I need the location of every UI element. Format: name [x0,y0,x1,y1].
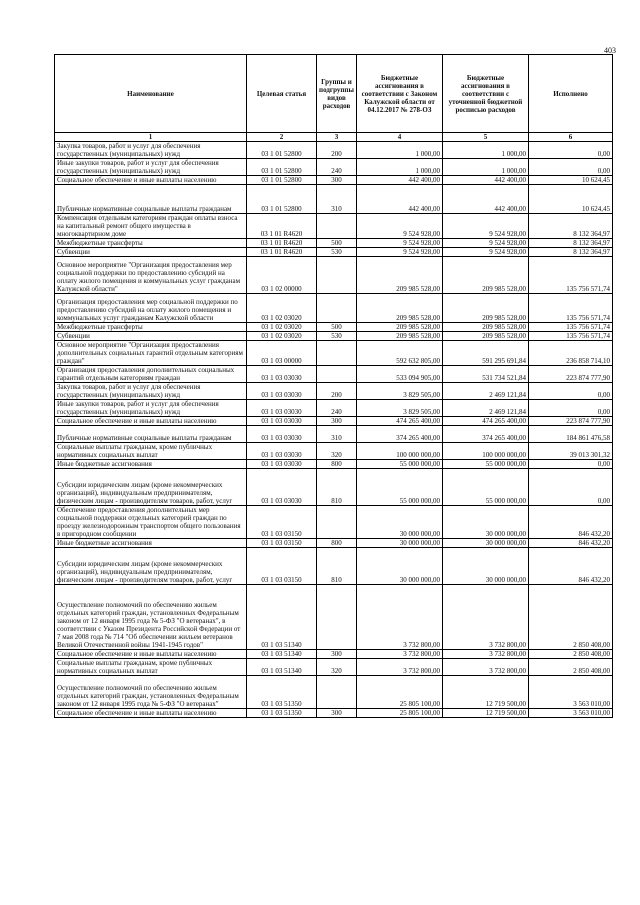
table-row [55,469,613,506]
row-expense-type: 240 [317,159,357,176]
row-name: Компенсация отдельным категориям граждан оплаты взноса на капитальный ремонт общего имущества в многоквартирном доме [55,214,247,239]
row-executed-amount: 135 756 571,74 [529,257,613,294]
row-target-code: 03 1 03 00000 [247,341,317,366]
row-expense-type [317,214,357,239]
table-row [55,709,613,718]
row-executed-amount: 0,00 [529,159,613,176]
table-row [55,650,613,659]
row-name: Публичные нормативные социальные выплаты гражданам [55,426,247,443]
row-executed-amount: 0,00 [529,460,613,469]
row-target-code: 03 1 03 03030 [247,383,317,400]
row-law-amount: 55 000 000,00 [357,469,443,506]
row-expense-type: 310 [317,185,357,214]
row-executed-amount: 236 858 714,10 [529,341,613,366]
row-plan-amount: 9 524 928,00 [443,248,529,257]
row-executed-amount: 10 624,45 [529,185,613,214]
row-executed-amount: 0,00 [529,142,613,159]
row-plan-amount: 9 524 928,00 [443,214,529,239]
row-expense-type [317,506,357,539]
row-name: Социальные выплаты гражданам, кроме публичных нормативных социальных выплат [55,659,247,676]
row-law-amount: 9 524 928,00 [357,214,443,239]
row-law-amount: 100 000 000,00 [357,443,443,460]
table-row [55,257,613,294]
row-executed-amount: 8 132 364,97 [529,239,613,248]
row-name: Организация предоставления дополнительных социальных гарантий отдельным категориям граждан [55,366,247,383]
table-row [55,383,613,400]
row-name: Субвенции [55,248,247,257]
row-plan-amount: 30 000 000,00 [443,548,529,585]
table-row [55,585,613,650]
row-expense-type: 200 [317,383,357,400]
row-executed-amount: 3 563 010,00 [529,676,613,709]
row-executed-amount: 135 756 571,74 [529,294,613,323]
table-row [55,506,613,539]
row-target-code: 03 1 03 51350 [247,676,317,709]
row-name: Социальные выплаты гражданам, кроме публичных нормативных социальных выплат [55,443,247,460]
row-expense-type [317,676,357,709]
table-row [55,341,613,366]
row-expense-type: 810 [317,469,357,506]
row-plan-amount: 209 985 528,00 [443,323,529,332]
row-law-amount: 9 524 928,00 [357,239,443,248]
table-row [55,159,613,176]
col-header-law: Бюджетные ассигнования в соответствии с Законом Калужской области от 04.12.2017 № 278-ОЗ [357,55,443,133]
row-plan-amount: 1 000,00 [443,159,529,176]
row-target-code: 03 1 03 03030 [247,460,317,469]
col-header-type: Группы и подгруппы видов расходов [317,55,357,133]
table-row [55,676,613,709]
table-row [55,417,613,426]
row-name: Социальное обеспечение и иные выплаты населению [55,650,247,659]
row-plan-amount: 55 000 000,00 [443,460,529,469]
table-row [55,539,613,548]
row-name: Иные закупки товаров, работ и услуг для обеспечения государственных (муниципальных) нужд [55,400,247,417]
row-target-code: 03 1 03 03030 [247,426,317,443]
row-executed-amount: 10 624,45 [529,176,613,185]
row-target-code: 03 1 01 52800 [247,176,317,185]
row-executed-amount: 0,00 [529,383,613,400]
row-law-amount: 533 094 905,00 [357,366,443,383]
row-executed-amount: 223 874 777,90 [529,366,613,383]
row-name: Обеспечение предоставления дополнительных мер социальной поддержки отдельных категорий граждан по проезду железнодорожным транспортом общего пользования в пригородном сообщении [55,506,247,539]
row-target-code: 03 1 01 R4620 [247,248,317,257]
row-plan-amount: 209 985 528,00 [443,294,529,323]
table-row [55,214,613,239]
row-expense-type: 300 [317,176,357,185]
row-name: Организация предоставления мер социальной поддержки по предоставлению субсидий на оплату жилого помещения и коммунальных услуг гражданам Калужской области [55,294,247,323]
row-name: Социальное обеспечение и иные выплаты населению [55,176,247,185]
row-name: Основное мероприятие "Организация предоставления мер социальной поддержки по предоставлению субсидий на оплату жилого помещения и коммунальных услуг гражданам Калужской области" [55,257,247,294]
table-row [55,548,613,585]
row-expense-type [317,257,357,294]
row-plan-amount: 12 719 500,00 [443,709,529,718]
row-executed-amount: 223 874 777,90 [529,417,613,426]
table-row [55,142,613,159]
row-target-code: 03 1 02 03020 [247,323,317,332]
row-name: Социальное обеспечение и иные выплаты населению [55,417,247,426]
row-target-code: 03 1 03 03150 [247,539,317,548]
row-law-amount: 9 524 928,00 [357,248,443,257]
column-number: 5 [443,133,529,142]
row-target-code: 03 1 03 03150 [247,506,317,539]
row-plan-amount: 3 732 800,00 [443,650,529,659]
row-name: Межбюджетные трансферты [55,239,247,248]
col-header-done: Исполнено [529,55,613,133]
column-number: 2 [247,133,317,142]
row-name: Иные закупки товаров, работ и услуг для обеспечения государственных (муниципальных) нужд [55,159,247,176]
row-plan-amount: 9 524 928,00 [443,239,529,248]
table-body [55,142,613,718]
row-law-amount: 3 829 505,00 [357,383,443,400]
row-expense-type: 500 [317,323,357,332]
row-executed-amount: 846 432,20 [529,548,613,585]
table-row [55,443,613,460]
row-executed-amount: 846 432,20 [529,539,613,548]
row-expense-type: 200 [317,142,357,159]
row-target-code: 03 1 03 51340 [247,650,317,659]
col-header-plan: Бюджетные ассигнования в соответствии с уточненной бюджетной росписью расходов [443,55,529,133]
row-law-amount: 1 000,00 [357,159,443,176]
row-target-code: 03 1 02 03020 [247,294,317,323]
row-target-code: 03 1 01 52800 [247,142,317,159]
column-number: 6 [529,133,613,142]
row-plan-amount: 442 400,00 [443,185,529,214]
row-target-code: 03 1 03 51340 [247,585,317,650]
table-row [55,248,613,257]
row-target-code: 03 1 03 03030 [247,443,317,460]
row-plan-amount: 55 000 000,00 [443,469,529,506]
row-executed-amount: 0,00 [529,469,613,506]
budget-table [54,54,613,718]
row-law-amount: 209 985 528,00 [357,294,443,323]
row-law-amount: 374 265 400,00 [357,426,443,443]
table-row [55,366,613,383]
column-number: 4 [357,133,443,142]
row-executed-amount: 184 861 476,58 [529,426,613,443]
row-law-amount: 592 632 805,00 [357,341,443,366]
row-expense-type: 800 [317,460,357,469]
row-law-amount: 209 985 528,00 [357,257,443,294]
table-row [55,239,613,248]
row-expense-type: 240 [317,400,357,417]
row-target-code: 03 1 01 R4620 [247,239,317,248]
row-law-amount: 3 732 800,00 [357,659,443,676]
table-row [55,659,613,676]
table-row [55,460,613,469]
row-plan-amount: 474 265 400,00 [443,417,529,426]
column-number: 1 [55,133,247,142]
row-law-amount: 3 732 800,00 [357,650,443,659]
row-plan-amount: 209 985 528,00 [443,332,529,341]
row-name: Субвенции [55,332,247,341]
table-row [55,426,613,443]
row-target-code: 03 1 03 03030 [247,469,317,506]
row-expense-type [317,366,357,383]
row-expense-type [317,341,357,366]
row-name: Осуществление полномочий по обеспечению жильем отдельных категорий граждан, установленных Федеральным законом от 12 января 1995 года № 5-ФЗ "О ветеранах", в соответствии с Указом Президента Российской Федерации от 7 мая 2008 года № 714 "Об обеспечении жильем ветеранов Великой Отечественной войны 1941-1945 годов" [55,585,247,650]
row-plan-amount: 3 732 800,00 [443,659,529,676]
row-executed-amount: 3 563 010,00 [529,709,613,718]
row-target-code: 03 1 01 R4620 [247,214,317,239]
row-plan-amount: 2 469 121,84 [443,400,529,417]
row-executed-amount: 8 132 364,97 [529,248,613,257]
row-expense-type: 530 [317,332,357,341]
row-expense-type: 810 [317,548,357,585]
row-plan-amount: 209 985 528,00 [443,257,529,294]
header-row [55,55,613,133]
row-law-amount: 30 000 000,00 [357,506,443,539]
column-number: 3 [317,133,357,142]
row-law-amount: 474 265 400,00 [357,417,443,426]
row-executed-amount: 39 013 301,32 [529,443,613,460]
row-expense-type: 800 [317,539,357,548]
row-law-amount: 3 732 800,00 [357,585,443,650]
row-expense-type: 500 [317,239,357,248]
row-law-amount: 30 000 000,00 [357,548,443,585]
row-plan-amount: 374 265 400,00 [443,426,529,443]
row-law-amount: 55 000 000,00 [357,460,443,469]
row-target-code: 03 1 03 03150 [247,548,317,585]
row-law-amount: 442 400,00 [357,185,443,214]
row-target-code: 03 1 01 52800 [247,185,317,214]
row-target-code: 03 1 03 51340 [247,659,317,676]
row-expense-type: 300 [317,650,357,659]
row-target-code: 03 1 03 03030 [247,400,317,417]
table-row [55,323,613,332]
row-law-amount: 209 985 528,00 [357,332,443,341]
row-expense-type: 530 [317,248,357,257]
col-header-code: Целевая статья [247,55,317,133]
row-name: Закупка товаров, работ и услуг для обеспечения государственных (муниципальных) нужд [55,142,247,159]
row-executed-amount: 846 432,20 [529,506,613,539]
row-expense-type: 300 [317,417,357,426]
row-plan-amount: 12 719 500,00 [443,676,529,709]
row-plan-amount: 591 295 691,84 [443,341,529,366]
row-expense-type: 310 [317,426,357,443]
row-law-amount: 209 985 528,00 [357,323,443,332]
row-expense-type: 320 [317,659,357,676]
row-plan-amount: 100 000 000,00 [443,443,529,460]
row-executed-amount: 2 850 408,00 [529,585,613,650]
row-name: Основное мероприятие "Организация предоставления дополнительных социальных гарантий отдельным категориям граждан" [55,341,247,366]
row-target-code: 03 1 03 51350 [247,709,317,718]
table-row [55,400,613,417]
row-law-amount: 25 805 100,00 [357,709,443,718]
row-target-code: 03 1 01 52800 [247,159,317,176]
row-target-code: 03 1 02 03020 [247,332,317,341]
row-executed-amount: 0,00 [529,400,613,417]
row-name: Субсидии юридическим лицам (кроме некоммерческих организаций), индивидуальным предпринимателям, физическим лицам - производителям товаров, работ, услуг [55,548,247,585]
row-plan-amount: 30 000 000,00 [443,539,529,548]
row-name: Публичные нормативные социальные выплаты гражданам [55,185,247,214]
row-law-amount: 25 805 100,00 [357,676,443,709]
row-law-amount: 30 000 000,00 [357,539,443,548]
row-expense-type [317,585,357,650]
row-name: Осуществление полномочий по обеспечению жильем отдельных категорий граждан, установленных Федеральным законом от 12 января 1995 года № 5-ФЗ "О ветеранах" [55,676,247,709]
row-target-code: 03 1 03 03030 [247,366,317,383]
row-law-amount: 442 400,00 [357,176,443,185]
row-name: Социальное обеспечение и иные выплаты населению [55,709,247,718]
row-law-amount: 1 000,00 [357,142,443,159]
row-expense-type: 320 [317,443,357,460]
page-number: 403 [604,46,616,55]
row-plan-amount: 3 732 800,00 [443,585,529,650]
row-executed-amount: 2 850 408,00 [529,650,613,659]
row-name: Иные бюджетные ассигнования [55,460,247,469]
row-law-amount: 3 829 505,00 [357,400,443,417]
row-executed-amount: 135 756 571,74 [529,323,613,332]
row-name: Межбюджетные трансферты [55,323,247,332]
table-row [55,332,613,341]
row-name: Иные бюджетные ассигнования [55,539,247,548]
row-executed-amount: 2 850 408,00 [529,659,613,676]
row-expense-type [317,294,357,323]
table-row [55,176,613,185]
row-plan-amount: 1 000,00 [443,142,529,159]
row-plan-amount: 442 400,00 [443,176,529,185]
row-plan-amount: 2 469 121,84 [443,383,529,400]
row-target-code: 03 1 03 03030 [247,417,317,426]
row-name: Субсидии юридическим лицам (кроме некоммерческих организаций), индивидуальным предпринимателям, физическим лицам - производителям товаров, работ, услуг [55,469,247,506]
table-row [55,294,613,323]
row-executed-amount: 135 756 571,74 [529,332,613,341]
row-plan-amount: 30 000 000,00 [443,506,529,539]
row-name: Закупка товаров, работ и услуг для обеспечения государственных (муниципальных) нужд [55,383,247,400]
table-row [55,185,613,214]
col-header-name: Наименование [55,55,247,133]
row-target-code: 03 1 02 00000 [247,257,317,294]
row-plan-amount: 531 734 521,84 [443,366,529,383]
row-executed-amount: 8 132 364,97 [529,214,613,239]
row-expense-type: 300 [317,709,357,718]
column-number-row [55,133,613,142]
